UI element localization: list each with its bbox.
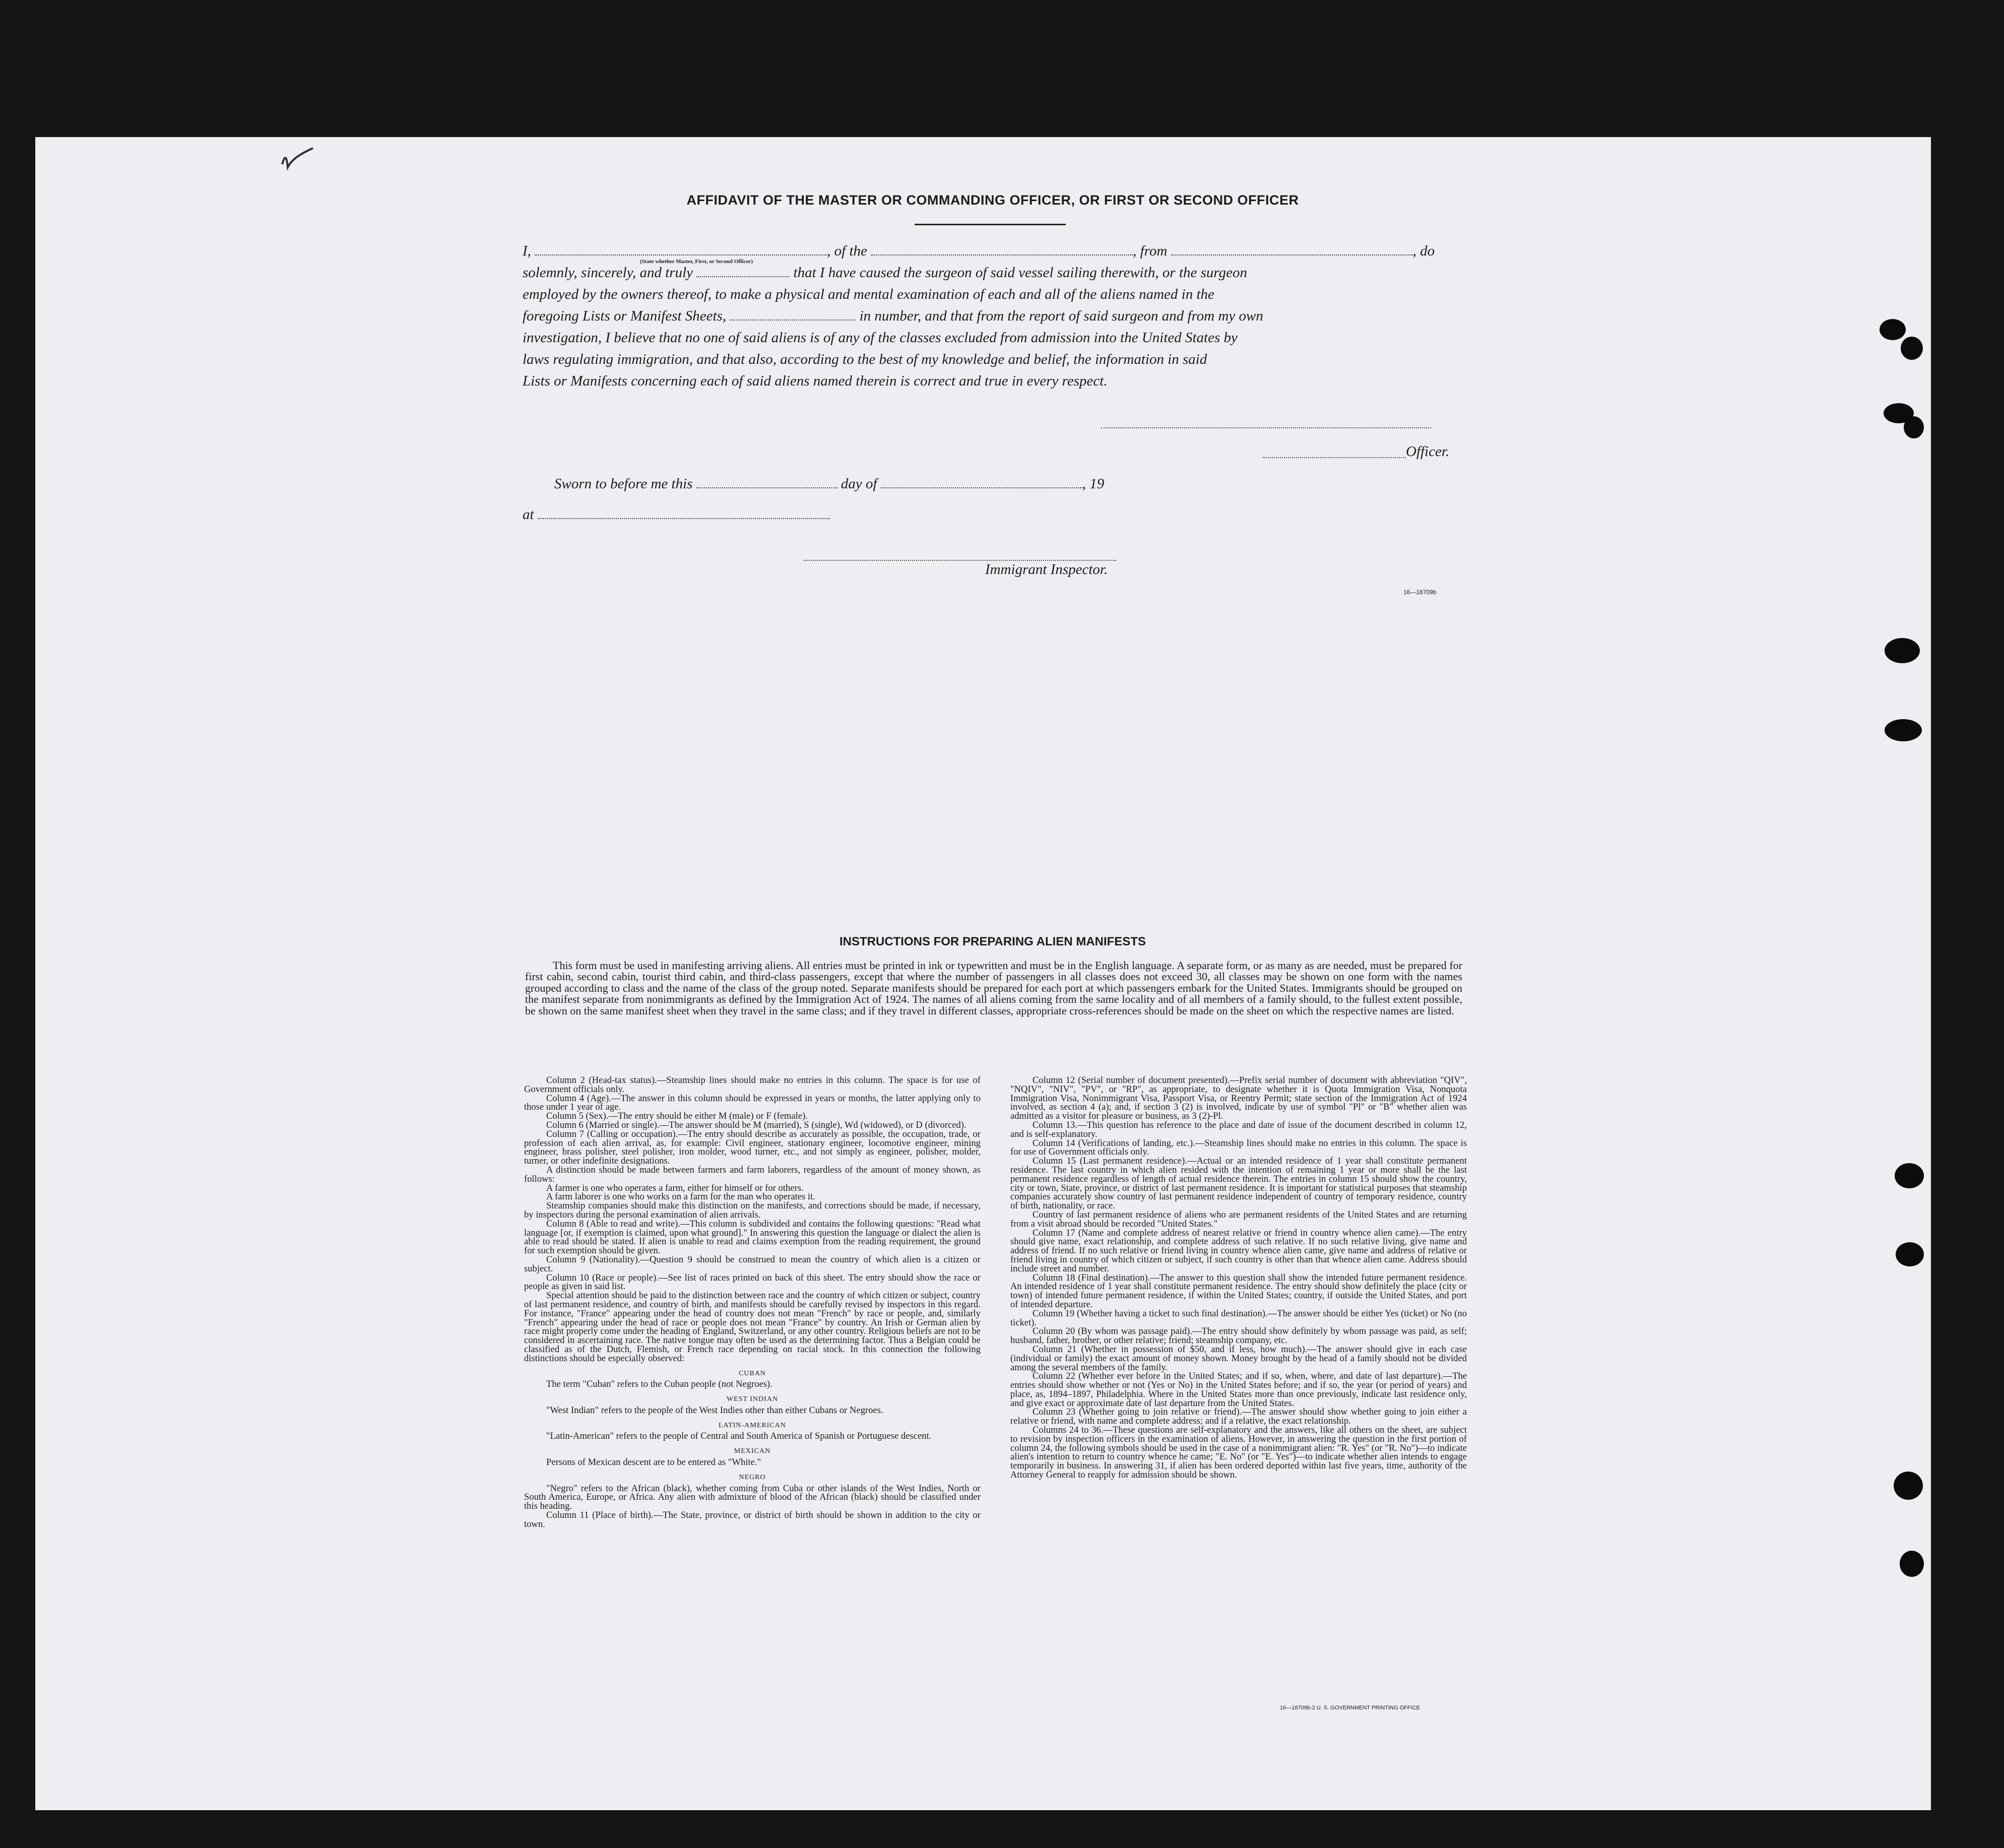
returning-residents-text: Country of last permanent residence of aliens who are permanent residents of the United States and are returning from a visit abroad should be recorded "United States." [1010,1209,1467,1229]
col22-text: Column 22 (Whether ever before in the United States; and if so, when, where, and date of last departure).—The entries should show whether or not (Yes or No) in the United States before; and if so, the year (or period of years) and place, as, 1894–1897, Philadelphia. Where in the United States more than once previously, indicate last residence only, and give exact or approximate date of last departure from the United States. [1010,1371,1467,1409]
mexican-text: Persons of Mexican descent are to be entered as "White." [546,1457,761,1468]
affidavit-line-4: foregoing Lists or Manifest Sheets, in number, and that from the report of said surgeon and from my own [523,308,1263,324]
col2-text: Column 2 (Head-tax status).—Steamship lines should make no entries in this column. The space is for use of Government officials only. [524,1075,981,1095]
col17-text: Column 17 (Name and complete address of nearest relative or friend in country whence alien came).—The entry should give name, exact relationship, and complete address of such relative. If no such relative living, give name and address of friend. If no such relative or friend living in country whence alien came, give name and address of relative or friend living in country of which citizen or subject, if such country is other than that whence alien came. Address should include street and number. [1010,1227,1467,1274]
affidavit-line-3: employed by the owners thereof, to make a physical and mental examination of each and all of the aliens named in the [523,286,1214,302]
sworn-line: Sworn to before me this day of , 19 [554,476,1105,492]
binder-hole-mark [1885,719,1922,741]
binder-hole-mark [1896,1242,1924,1266]
col21-text: Column 21 (Whether in possession of $50, and if less, how much).—The answer should give in each case (individual or family) the exact amount of money shown. Money brought by the head of a family should not be divided among the several members of the family. [1010,1344,1467,1373]
col18-text: Column 18 (Final destination).—The answer to this question shall show the intended future permanent residence. An intended residence of 1 year shall constitute permanent residence. The entry should show definitely the place (city or town) of intended future permanent residence, if within the United States; country, if outside the United States, and port of intended departure. [1010,1272,1467,1310]
pencil-tick-mark [280,145,315,170]
col11-text: Column 11 (Place of birth).—The State, province, or district of birth should be shown in addition to the city or town. [524,1510,981,1530]
affidavit-line-7: Lists or Manifests concerning each of said aliens named therein is correct and true in every respect. [523,373,1108,389]
mexican-heading: MEXICAN [734,1447,771,1455]
col5-text: Column 5 (Sex).—The entry should be either M (male) or F (female). [546,1111,808,1122]
inspector-label: Immigrant Inspector. [985,561,1108,578]
steamship-correction-text: Steamship companies should make this distinction on the manifests, and corrections should be made, if necessary, by inspectors during the personal examination of alien arrivals. [524,1200,981,1220]
cuban-text: The term "Cuban" refers to the Cuban people (not Negroes). [546,1379,772,1390]
binder-hole-mark [1904,416,1924,438]
west-indian-heading: WEST INDIAN [726,1395,779,1404]
farm-laborer-definition: A farm laborer is one who works on a farm for the man who operates it. [546,1191,815,1202]
sworn-at-line: at [523,506,830,523]
col19-text: Column 19 (Whether having a ticket to such final destination).—The answer should be either Yes (ticket) or No (no ticket). [1010,1308,1467,1328]
instructions-right-column [1010,1076,1467,1480]
col14-text: Column 14 (Verifications of landing, etc.).—Steamship lines should make no entries in this column. The space is for use of Government officials only. [1010,1137,1467,1158]
officer-rank-blank[interactable] [535,244,827,256]
col13-text: Column 13.—This question has reference to the place and date of issue of the document described in column 12, and is self-explanatory. [1010,1119,1467,1139]
farmer-definition: A farmer is one who operates a farm, either for himself or for others. [546,1182,804,1193]
binder-hole-mark [1901,337,1923,360]
binder-hole-mark [1895,1163,1924,1188]
oath-blank[interactable] [696,266,790,277]
negro-text: "Negro" refers to the African (black), whether coming from Cuba or other islands of the West Indies, North or South America, Europe, or Africa. Any alien with admixture of blood of the African (black) should be classified under this heading. [524,1483,981,1512]
col24-36-text: Columns 24 to 36.—These questions are self-explanatory and the answers, like all others on the sheet, are subject to revision by inspection officers in the examination of aliens. However, in answering the question in the first portion of column 24, the following symbols should be used in the case of a nonimmigrant alien: "R. Yes" (or "R. No")—to indicate alien's intention to return to country whence he came; "E. No" (or "E. Yes")—to indicate whether alien intends to engage temporarily in business. In answering 31, if alien has been ordered deported within last five years, time, authority of the Attorney General to reapply for admission should be shown. [1010,1425,1467,1481]
state-rank-note: (State whether Master, First, or Second Officer) [640,259,753,265]
cuban-heading: CUBAN [738,1369,766,1377]
sworn-place-blank[interactable] [538,508,830,519]
inspector-signature-line[interactable] [804,560,1116,561]
affidavit-line-5: investigation, I believe that no one of said aliens is of any of the classes excluded from admission into the United States by [523,330,1238,346]
col9-text: Column 9 (Nationality).—Question 9 should be construed to mean the country of which alien is a citizen or subject. [524,1254,981,1274]
instructions-left-column [524,1076,981,1529]
affidavit-line-2: solemnly, sincerely, and truly that I have caused the surgeon of said vessel sailing therewith, or the surgeon [523,265,1248,281]
latin-american-heading: LATIN-AMERICAN [719,1421,786,1429]
col23-text: Column 23 (Whether going to join relative or friend).—The answer should show whether going to join either a relative or friend, with name and complete address; and if a relative, the exact relationship. [1010,1407,1467,1427]
sheet-count-blank[interactable] [730,309,856,321]
binder-hole-mark [1900,1551,1924,1577]
col7-text: Column 7 (Calling or occupation).—The entry should describe as accurately as possible, the occupation, trade, or profession of each alien arrival, as, for example: Civil engineer, stationary engineer, locomotive engineer, mining engineer, brass polisher, steel polisher, iron molder, wood turner, etc., and not simply as engineer, polisher, molder, turner, or other indefinite designations. [524,1128,981,1167]
col6-text: Column 6 (Married or single).—The answer should be M (married), S (single), Wd (widowed), or D (divorced). [546,1119,966,1130]
col4-text: Column 4 (Age).—The answer in this column should be expressed in years or months, the latter applying only to those under 1 year of age. [524,1093,981,1113]
binder-hole-mark [1885,638,1920,663]
col15-text: Column 15 (Last permanent residence).—Actual or an intended residence of 1 year shall constitute permanent residence. The last country in which alien resided with the intention of remaining 1 year or more shall be the last permanent residence regardless of length of actual residence therein. The entries in column 15 should show the country, city or town, State, province, or district of last permanent residence. It is important for statistical purposes that steamship companies accurately show country of last permanent residence independent of country of temporary residence, country of birth, nationality, or race. [1010,1156,1467,1212]
instructions-title: INSTRUCTIONS FOR PREPARING ALIEN MANIFESTS [839,935,1146,948]
departure-port-blank[interactable] [1171,244,1413,256]
sworn-month-blank[interactable] [881,477,1082,488]
farmer-distinction-text: A distinction should be made between farmers and farm laborers, regardless of the amount of money shown, as follows: [524,1164,981,1184]
instructions-intro: This form must be used in manifesting arriving aliens. All entries must be printed in ink or typewritten and must be in the English language. A separate form, or as many as are needed, must be prepared for first cabin, second cabin, tourist third cabin, and third-class passengers, except that where the number of passengers in all classes does not exceed 30, all classes may be shown on one form with the names grouped according to class and the name of the class of the group noted. Separate manifests should be prepared for each port at which passengers embark for the United States. Immigrants should be grouped on the manifest separate from nonimmigrants as defined by the Immigration Act of 1924. The names of all aliens coming from the same locality and of all members of a family should, to the fullest extent possible, be shown on the same manifest sheet when they travel in the same class; and if they travel in different classes, appropriate cross-references should be made on the sheet on which the respective names are listed. [525,959,1462,1017]
latin-american-text: "Latin-American" refers to the people of Central and South America of Spanish or Portuguese descent. [546,1431,932,1442]
race-distinction-text: Special attention should be paid to the distinction between race and the country of which citizen or subject, country of last permanent residence, and country of birth, and manifests should be carefully revised by inspectors in this regard. For instance, "France" appearing under the head of country does not mean "French" by race or people, and, similarly "French" appearing under the head of race or people does not mean "France" by country. An Irish or German alien by race might properly come under the heading of England, Switzerland, or any other country. Religious beliefs are not to be considered in ascertaining race. The native tongue may often be used as the determining factor. Thus a Belgian could be classified as of the Dutch, Flemish, or French race depending on racial stock. In this connection the following distinctions should be especially observed: [524,1290,981,1364]
form-code: 16—18709b [1403,589,1437,596]
col8-text: Column 8 (Able to read and write).—This column is subdivided and contains the following questions: "Read what language [or, if exemption is claimed, upon what ground]." In answering this question the language or dialect the alien is able to read should be stated. If alien is unable to read and claims exemption from the reading requirement, the ground for such exemption should be given. [524,1218,981,1256]
negro-heading: NEGRO [739,1473,766,1481]
officer-signature-line[interactable] [1101,427,1431,428]
officer-name-line[interactable] [1262,457,1406,458]
title-divider [915,224,1066,225]
binder-hole-mark [1894,1472,1923,1500]
affidavit-line-1: I, , of the , from , do [523,243,1435,259]
col12-text: Column 12 (Serial number of document presented).—Prefix serial number of document with abbreviation "QIV", "NQIV", "NIV", "PV", or "RP", as appropriate, to designate whether it is Quota Immigration Visa, Nonquota Immigration Visa, Nonimmigrant Visa, Passport Visa, or Reentry Permit; state section of the Immigration Act of 1924 involved, as section 4 (a); and, if section 3 (2) is involved, indicate by use of symbol "Pl" or "B" whether alien was admitted as a visitor for pleasure or business, as 3 (2)-Pl. [1010,1075,1467,1122]
west-indian-text: "West Indian" refers to the people of the West Indies other than either Cubans or Negroes. [546,1405,883,1416]
col20-text: Column 20 (By whom was passage paid).—The entry should show definitely by whom passage was paid, as self; husband, father, brother, or other relative; friend; steamship company, etc. [1010,1326,1467,1346]
affidavit-line-6: laws regulating immigration, and that also, according to the best of my knowledge and belief, the information in said [523,351,1207,367]
printing-office-code: 16—18709b-2 U. S. GOVERNMENT PRINTING OFFICE [1280,1705,1420,1711]
sworn-day-blank[interactable] [696,477,837,488]
officer-label: Officer. [1406,443,1450,460]
affidavit-title: AFFIDAVIT OF THE MASTER OR COMMANDING OFFICER, OR FIRST OR SECOND OFFICER [686,193,1299,208]
col10-text: Column 10 (Race or people).—See list of races printed on back of this sheet. The entry should show the race or people as given in said list. [524,1272,981,1292]
vessel-name-blank[interactable] [871,244,1133,256]
binder-hole-mark [1880,319,1906,340]
